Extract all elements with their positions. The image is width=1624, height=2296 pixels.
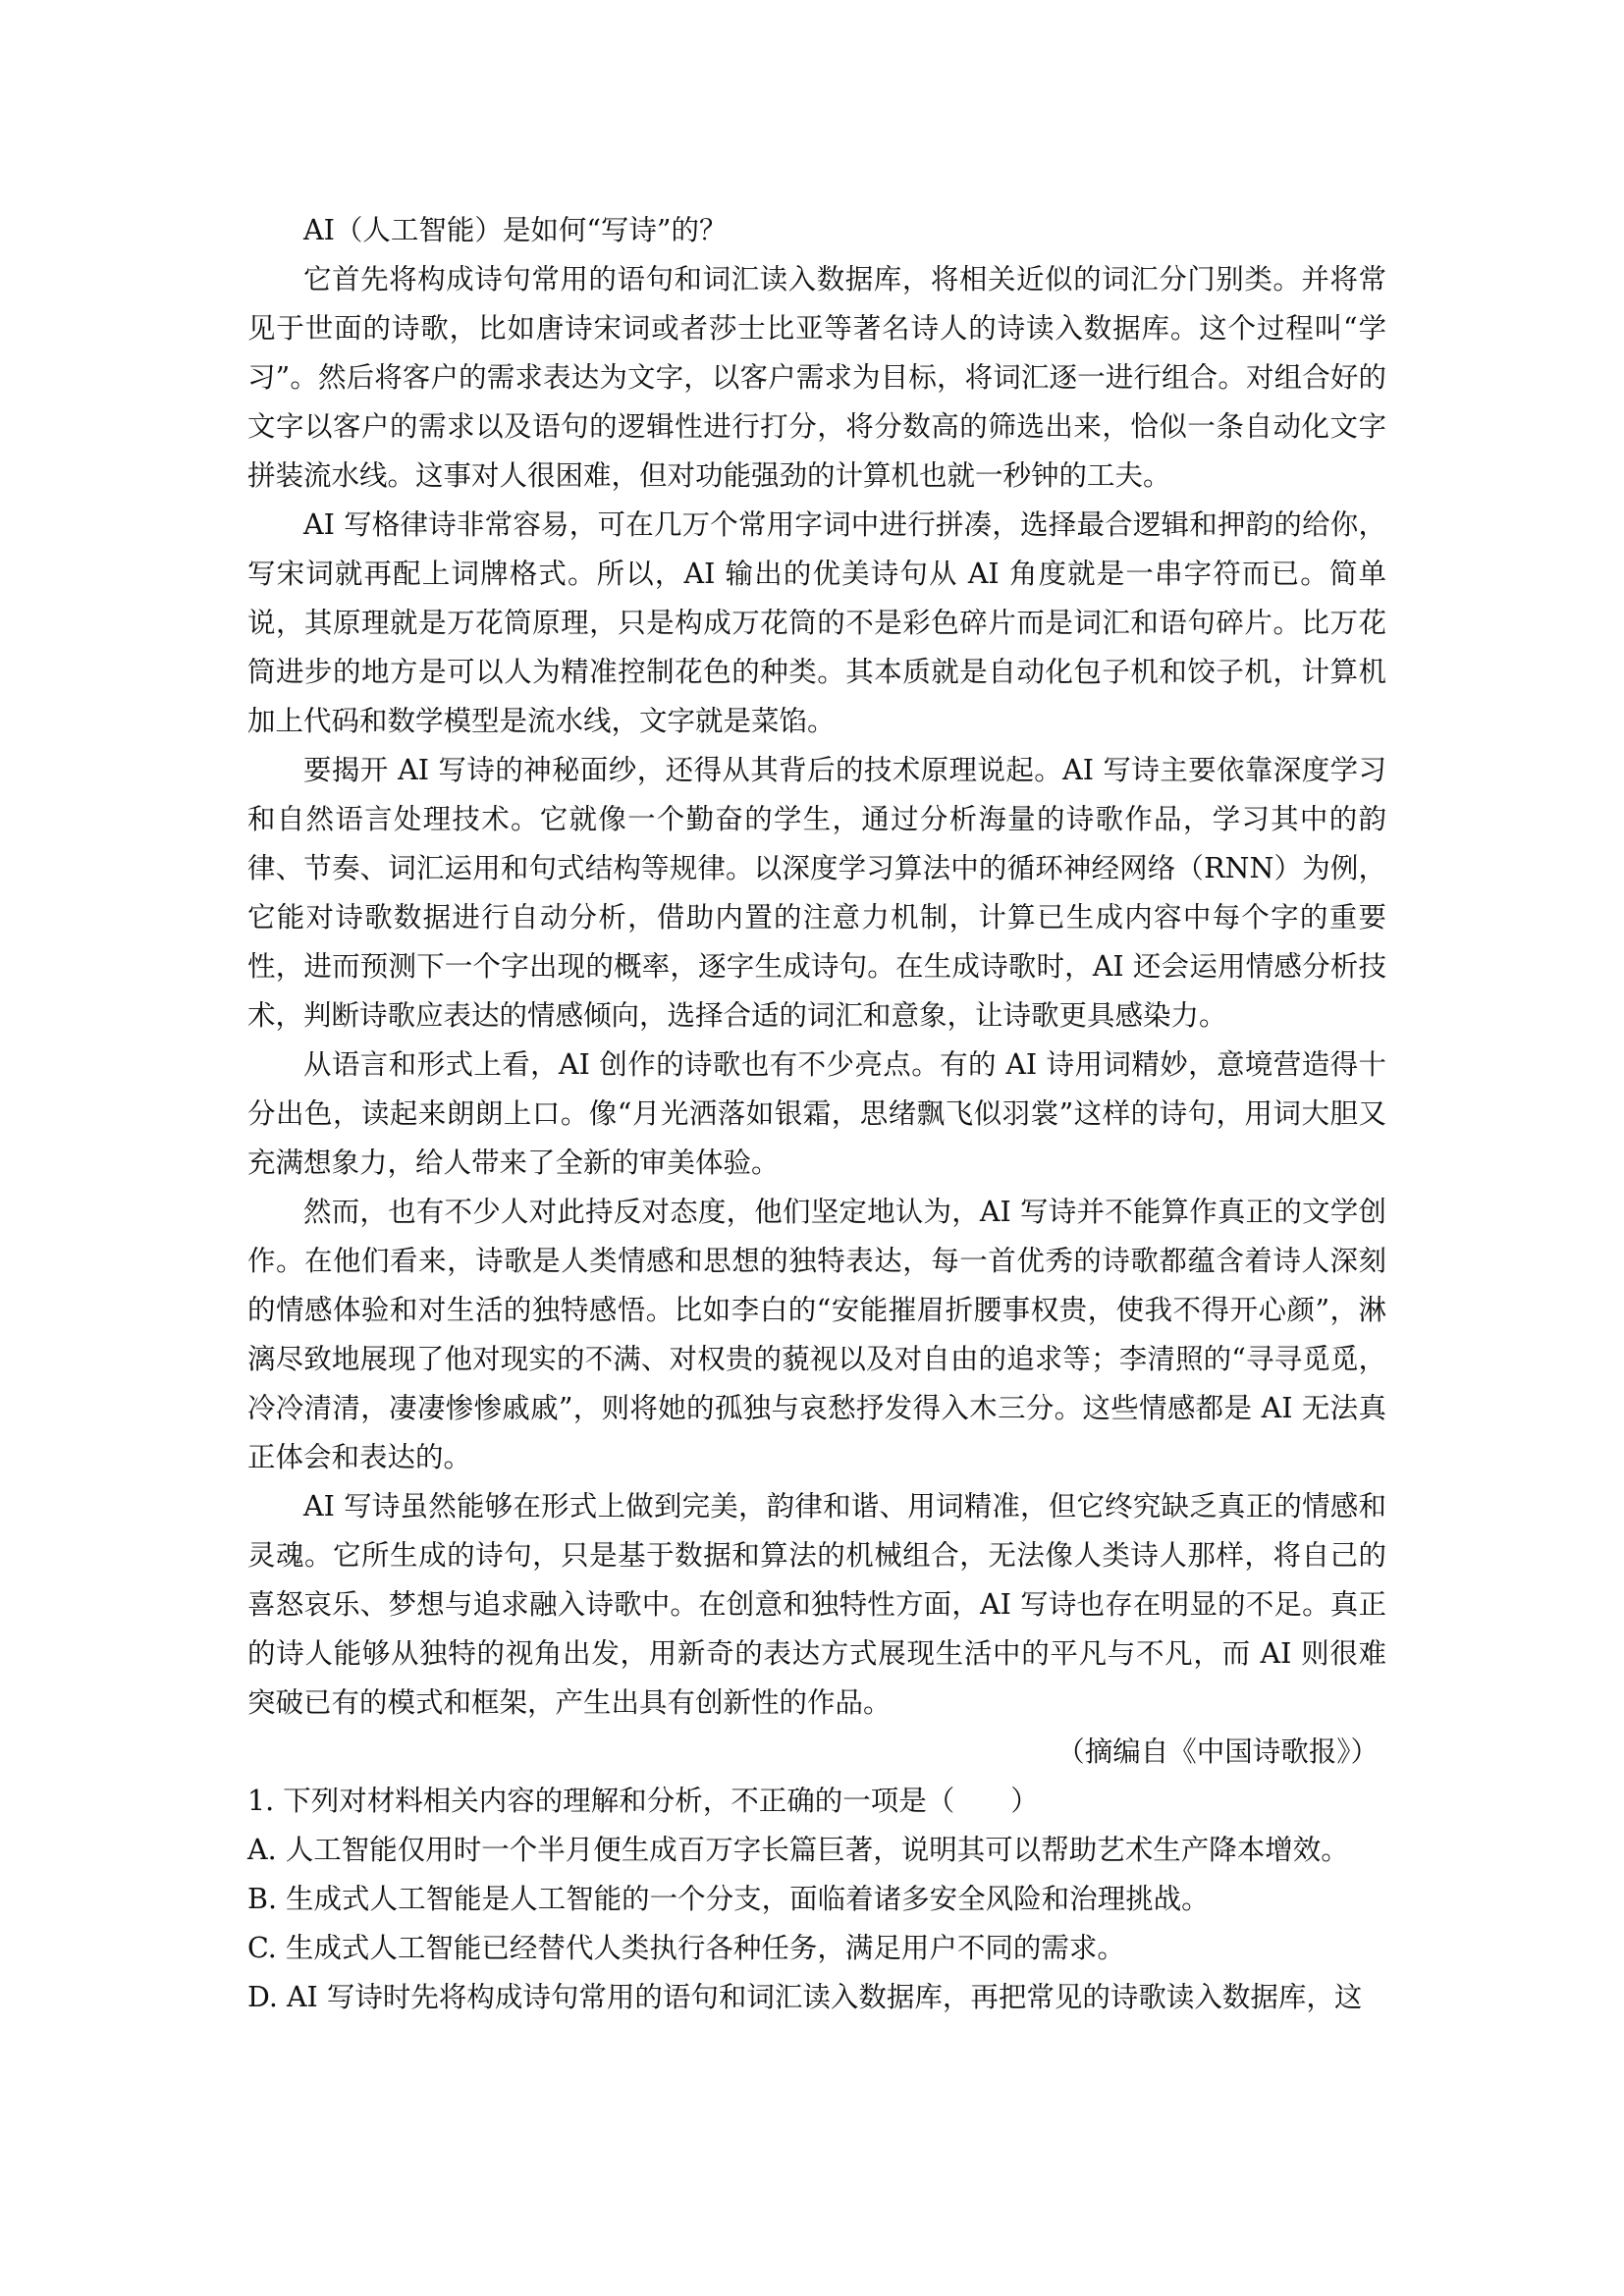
article-paragraph-4: 要揭开 AI 写诗的神秘面纱，还得从其背后的技术原理说起。AI 写诗主要依靠深度学习和自然语言处理技术。它就像一个勤奋的学生，通过分析海量的诗歌作品，学习其中的韵律、节奏、词汇运用和句式结构等规律。以深度学习算法中的循环神经网络（RNN）为例，它能对诗歌数据进行自动分析，借助内置的注意力机制，计算已生成内容中每个字的重要性，进而预测下一个字出现的概率，逐字生成诗句。在生成诗歌时，AI 还会运用情感分析技术，判断诗歌应表达的情感倾向，选择合适的词汇和意象，让诗歌更具感染力。 — [247, 754, 1386, 1032]
option-b: B. 生成式人工智能是人工智能的一个分支，面临着诸多安全风险和治理挑战。 — [247, 1883, 1210, 1915]
option-c: C. 生成式人工智能已经替代人类执行各种任务，满足用户不同的需求。 — [247, 1932, 1125, 1964]
article-paragraph-6: 然而，也有不少人对此持反对态度，他们坚定地认为，AI 写诗并不能算作真正的文学创作。在他们看来，诗歌是人类情感和思想的独特表达，每一首优秀的诗歌都蕴含着诗人深刻的情感体验和对生活的独特感悟。比如李白的“安能摧眉折腰事权贵，使我不得开心颜”，淋漓尽致地展现了他对现实的不满、对权贵的藐视以及对自由的追求等；李清照的“寻寻觅觅，冷冷清清，凄凄惨惨戚戚”，则将她的孤独与哀愁抒发得入木三分。这些情感都是 AI 无法真正体会和表达的。 — [247, 1196, 1386, 1473]
article-paragraph-7: AI 写诗虽然能够在形式上做到完美，韵律和谐、用词精准，但它终究缺乏真正的情感和灵魂。它所生成的诗句，只是基于数据和算法的机械组合，无法像人类诗人那样，将自己的喜怒哀乐、梦想与追求融入诗歌中。在创意和独特性方面，AI 写诗也存在明显的不足。真正的诗人能够从独特的视角出发，用新奇的表达方式展现生活中的平凡与不凡，而 AI 则很难突破已有的模式和框架，产生出具有创新性的作品。 — [247, 1490, 1386, 1719]
option-a: A. 人工智能仅用时一个半月便生成百万字长篇巨著，说明其可以帮助艺术生产降本增效。 — [247, 1834, 1349, 1866]
document-page — [247, 206, 1386, 2022]
article-paragraph-5: 从语言和形式上看，AI 创作的诗歌也有不少亮点。有的 AI 诗用词精妙，意境营造得十分出色，读起来朗朗上口。像“月光洒落如银霜，思绪飘飞似羽裳”这样的诗句，用词大胆又充满想象力，给人带来了全新的审美体验。 — [247, 1048, 1386, 1179]
option-d: D. AI 写诗时先将构成诗句常用的语句和词汇读入数据库，再把常见的诗歌读入数据库，这 — [247, 1981, 1363, 2013]
question-block — [247, 1777, 1386, 2022]
article-paragraph-3: AI 写格律诗非常容易，可在几万个常用字词中进行拼凑，选择最合逻辑和押韵的给你，写宋词就再配上词牌格式。所以，AI 输出的优美诗句从 AI 角度就是一串字符而已。简单说，其原理就是万花筒原理，只是构成万花筒的不是彩色碎片而是词汇和语句碎片。比万花筒进步的地方是可以人为精准控制花色的种类。其本质就是自动化包子机和饺子机，计算机加上代码和数学模型是流水线，文字就是菜馅。 — [247, 508, 1386, 737]
article-paragraph-2: 它首先将构成诗句常用的语句和词汇读入数据库，将相关近似的词汇分门别类。并将常见于世面的诗歌，比如唐诗宋词或者莎士比亚等著名诗人的诗读入数据库。这个过程叫“学习”。然后将客户的需求表达为文字，以客户需求为目标，将词汇逐一进行组合。对组合好的文字以客户的需求以及语句的逻辑性进行打分，将分数高的筛选出来，恰似一条自动化文字拼装流水线。这事对人很困难，但对功能强劲的计算机也就一秒钟的工夫。 — [247, 263, 1386, 492]
question-stem: 1. 下列对材料相关内容的理解和分析，不正确的一项是（ ） — [247, 1785, 1039, 1817]
article-source: （摘编自《中国诗歌报》） — [1056, 1735, 1379, 1768]
article-paragraph-1: AI（人工智能）是如何“写诗”的？ — [303, 214, 728, 246]
